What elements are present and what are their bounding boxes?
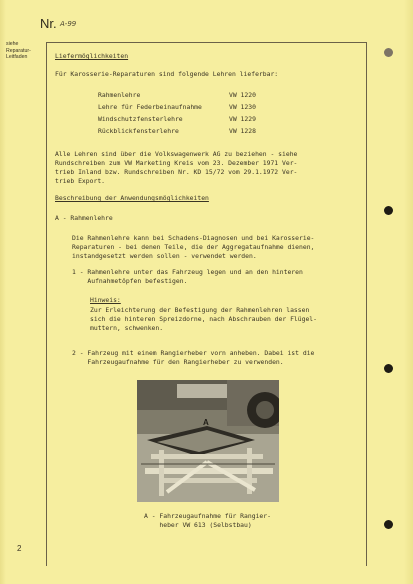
section-title: Liefermöglichkeiten: [55, 52, 129, 60]
number-label: Nr.: [40, 16, 57, 31]
tool-row: [0, 115, 413, 123]
tool-name: Windschutzfensterlehre: [98, 115, 183, 123]
document-number: A-99: [60, 20, 77, 28]
subsection-title: A - Rahmenlehre: [55, 214, 113, 222]
tool-name: Lehre für Federbeinaufnahme: [98, 103, 202, 111]
hint-line: Zur Erleichterung der Befestigung der Rahmenlehren lassen: [90, 306, 310, 314]
step-line: 1 - Rahmenlehre unter das Fahrzeug legen und an den hinteren: [72, 268, 303, 276]
paragraph-line: Alle Lehren sind über die Volkswagenwerk AG zu beziehen - siehe: [55, 150, 298, 158]
paragraph-line: Die Rahmenlehre kann bei Schadens-Diagnosen und bei Karosserie-: [72, 234, 315, 242]
hint-line: sich die hinteren Spreizdorne, nach Abschrauben der Flügel-: [90, 315, 318, 323]
side-note-line: siehe: [6, 41, 19, 47]
tool-row: [0, 91, 413, 99]
paragraph-line: instandgesetzt werden sollen - verwendet werden.: [72, 252, 257, 260]
side-note: [6, 41, 42, 61]
binder-hole: [384, 520, 393, 529]
paragraph-line: trieb Export.: [55, 177, 106, 185]
photo-label: A: [203, 418, 209, 427]
page-number: 2: [17, 544, 22, 553]
tool-row: [0, 127, 413, 135]
step-line: 2 - Fahrzeug mit einem Rangierheber vorn anheben. Dabei ist die: [72, 349, 315, 357]
section-title: Beschreibung der Anwendungsmöglichkeiten: [55, 194, 209, 202]
binder-hole: [384, 48, 393, 57]
hint-line: muttern, schwenken.: [90, 324, 164, 332]
paragraph-line: Reparaturen - bei denen Teile, die der Aggregataufnahme dienen,: [72, 243, 315, 251]
tool-code: VW 1228: [229, 127, 256, 135]
side-note-line: Leitfaden: [6, 54, 28, 61]
tool-name: Rückblickfensterlehre: [98, 127, 179, 135]
tool-code: VW 1220: [229, 91, 256, 99]
step-line: Aufnahmetöpfen befestigen.: [72, 277, 188, 285]
caption-line: A - Fahrzeugaufnahme für Rangier-: [144, 512, 271, 520]
tool-code: VW 1230: [229, 103, 256, 111]
paragraph-line: trieb Inland bzw. Rundschreiben Nr. KD 15/72 vom 29.1.1972 Ver-: [55, 168, 298, 176]
paragraph-line: Rundschreiben zum VW Marketing Kreis vom 23. Dezember 1971 Ver-: [55, 159, 298, 167]
step-line: Fahrzeugaufnahme für den Rangierheber zu verwenden.: [72, 358, 284, 366]
hint-label: Hinweis:: [90, 296, 121, 304]
workshop-photo: [137, 380, 279, 502]
photo-illustration: [137, 380, 279, 502]
tool-name: Rahmenlehre: [98, 91, 141, 99]
binder-hole: [384, 364, 393, 373]
intro-text: Für Karosserie-Reparaturen sind folgende Lehren lieferbar:: [55, 70, 279, 78]
binder-hole: [384, 206, 393, 215]
tool-code: VW 1229: [229, 115, 256, 123]
caption-line: heber VW 613 (Selbstbau): [144, 521, 252, 529]
tool-row: [0, 103, 413, 111]
side-note-line: Reparatur-: [6, 47, 31, 54]
